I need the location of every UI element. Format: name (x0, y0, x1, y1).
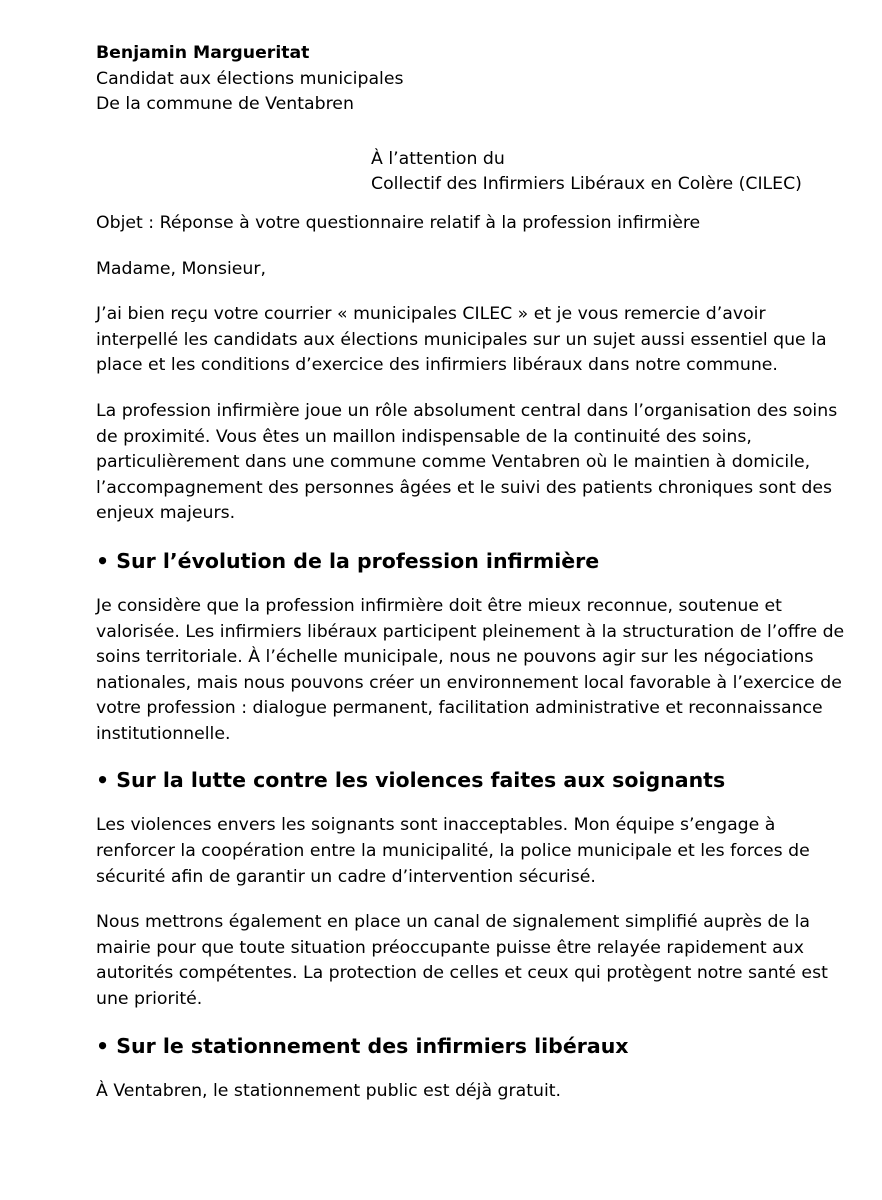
text-line: renforcer la coopération entre la municipalité, la police municipale et les forces de (96, 841, 810, 862)
section-paragraph (96, 910, 828, 1012)
letter-greeting (96, 257, 816, 283)
text-line: J’ai bien reçu votre courrier « municipales CILEC » et je vous remercie d’avoir (96, 304, 766, 325)
intro-paragraph (96, 399, 838, 527)
text-line: Les violences envers les soignants sont inacceptables. Mon équipe s’engage à (96, 815, 776, 836)
section-heading: • Sur la lutte contre les violences faites aux soignants (96, 768, 726, 793)
text-line: de proximité. Vous êtes un maillon indispensable de la continuité des soins, (96, 426, 752, 447)
recipient-line: Collectif des Infirmiers Libéraux en Colère (CILEC) (371, 174, 802, 195)
text-line: l’accompagnement des personnes âgées et le suivi des patients chroniques sont des (96, 477, 832, 498)
text-line: valorisée. Les infirmiers libéraux participent pleinement à la structuration de l’offre de (96, 621, 845, 642)
text-line: interpellé les candidats aux élections municipales sur un sujet aussi essentiel que la (96, 329, 827, 350)
subject-line: Objet : Réponse à votre questionnaire relatif à la profession infirmière (96, 212, 701, 233)
text-line: Nous mettrons également en place un canal de signalement simplifié auprès de la (96, 912, 811, 933)
recipient-block (371, 147, 816, 198)
text-line: une priorité. (96, 989, 203, 1010)
sender-line: Candidat aux élections municipales (96, 68, 404, 89)
text-line: sécurité afin de garantir un cadre d’intervention sécurisé. (96, 866, 596, 887)
intro-paragraph (96, 302, 827, 379)
letter-page (96, 41, 845, 1104)
section-paragraph (96, 1079, 816, 1105)
letter-subject (96, 211, 816, 237)
text-line: Je considère que la profession infirmière doit être mieux reconnue, soutenue et (96, 595, 782, 616)
text-line: institutionnelle. (96, 723, 231, 744)
sender-name: Benjamin Margueritat (96, 43, 310, 63)
section-heading: • Sur l’évolution de la profession infirmière (96, 548, 600, 573)
sender-line: De la commune de Ventabren (96, 94, 354, 115)
text-line: particulièrement dans une commune comme Ventabren où le maintien à domicile, (96, 452, 811, 473)
section-heading: • Sur le stationnement des infirmiers libéraux (96, 1033, 629, 1058)
recipient-line: À l’attention du (371, 148, 505, 169)
text-line: votre profession : dialogue permanent, facilitation administrative et reconnaissance (96, 698, 823, 719)
greeting-line: Madame, Monsieur, (96, 258, 266, 279)
text-line: soins territoriale. À l’échelle municipale, nous ne pouvons agir sur les négociations (96, 647, 814, 668)
text-line: À Ventabren, le stationnement public est déjà gratuit. (96, 1080, 562, 1101)
text-line: mairie pour que toute situation préoccupante puisse être relayée rapidement aux (96, 937, 804, 958)
text-line: La profession infirmière joue un rôle absolument central dans l’organisation des soins (96, 400, 838, 421)
sender-block (96, 41, 816, 118)
section-paragraph (96, 813, 816, 890)
text-line: enjeux majeurs. (96, 503, 236, 524)
text-line: nationales, mais nous pouvons créer un environnement local favorable à l’exercice de (96, 672, 842, 693)
text-line: place et les conditions d’exercice des infirmiers libéraux dans notre commune. (96, 355, 778, 376)
section-paragraph (96, 594, 845, 748)
text-line: autorités compétentes. La protection de celles et ceux qui protègent notre santé est (96, 963, 828, 984)
